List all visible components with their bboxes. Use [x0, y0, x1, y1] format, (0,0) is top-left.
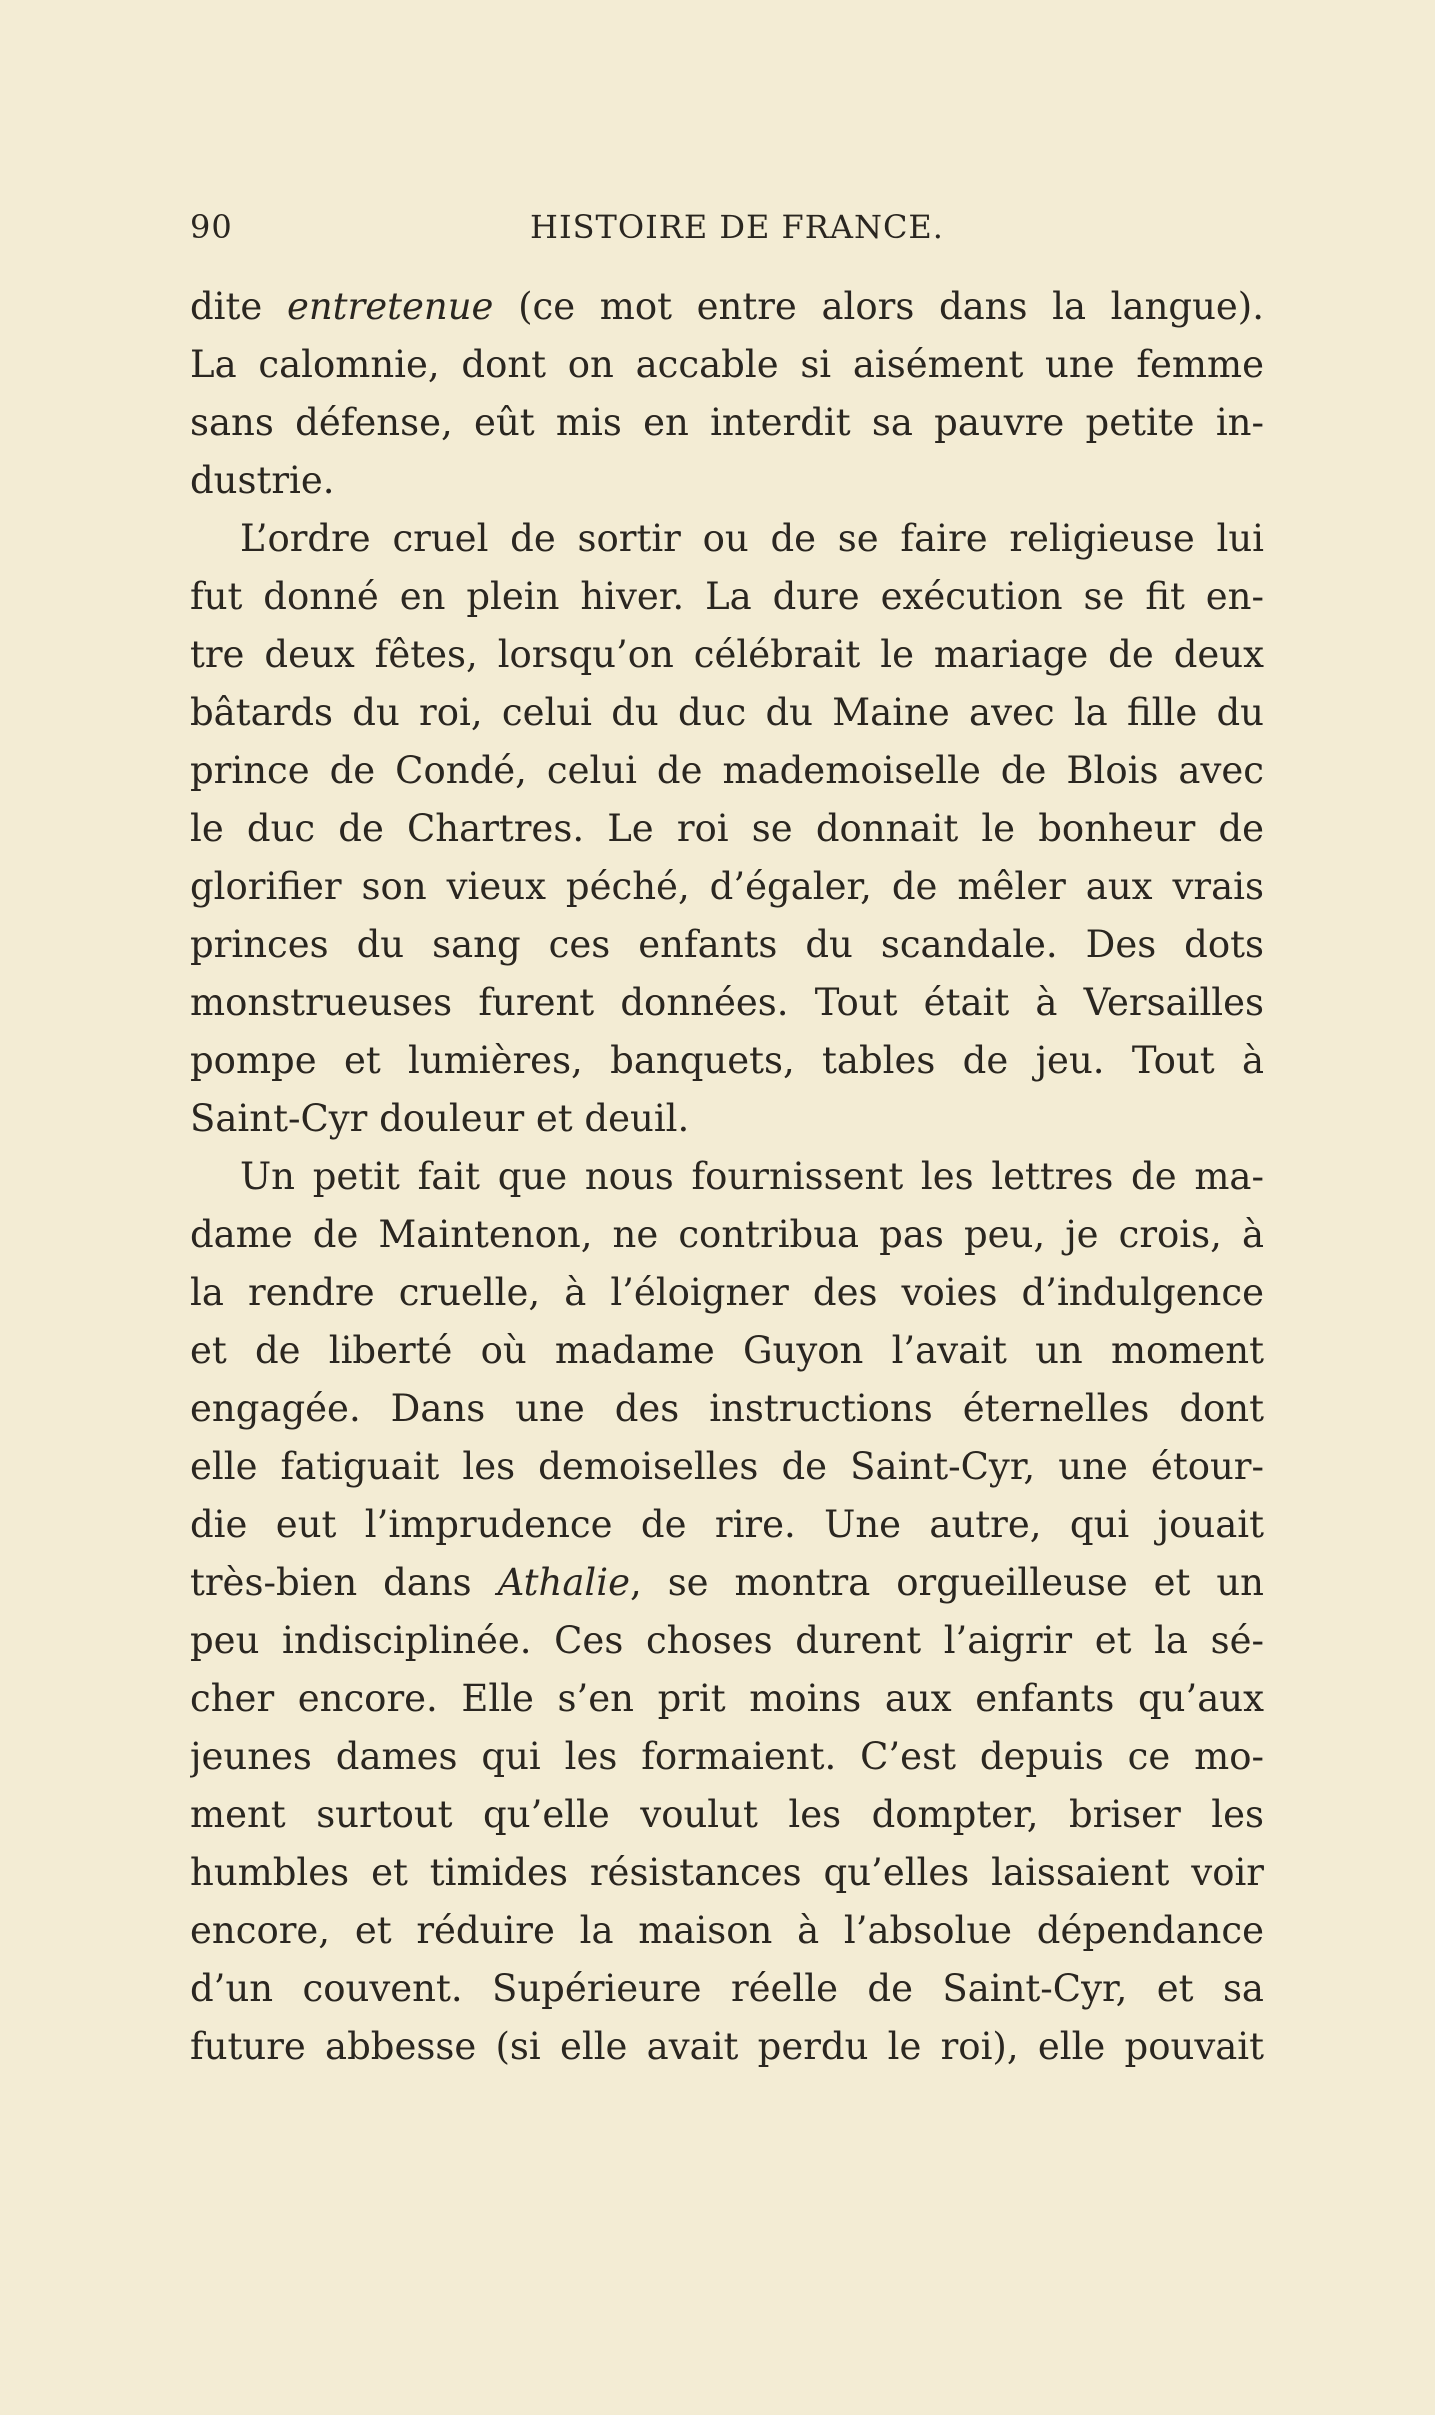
text-line: Un petit fait que nous fournissent les lettres de ma-	[240, 1155, 1264, 1198]
text-line: Saint-Cyr douleur et deuil.	[190, 1097, 690, 1140]
text-line: tre deux fêtes, lorsqu’on célébrait le mariage de deux	[190, 633, 1264, 676]
text-line: ment surtout qu’elle voulut les dompter, briser les	[190, 1793, 1264, 1836]
text-line: peu indisciplinée. Ces choses durent l’aigrir et la sé-	[190, 1619, 1264, 1662]
text-line: d’un couvent. Supérieure réelle de Saint-Cyr, et sa	[190, 1967, 1264, 2010]
text-line: dame de Maintenon, ne contribua pas peu, je crois, à	[190, 1213, 1264, 1256]
page-number: 90	[190, 208, 233, 246]
text-line: très-bien dans Athalie, se montra orgueilleuse et un	[190, 1561, 1264, 1604]
text-line: jeunes dames qui les formaient. C’est depuis ce mo-	[190, 1735, 1264, 1778]
text-line: prince de Condé, celui de mademoiselle de Blois avec	[190, 749, 1264, 792]
text-line: elle fatiguait les demoiselles de Saint-Cyr, une étour-	[190, 1445, 1264, 1488]
text-line: future abbesse (si elle avait perdu le roi), elle pouvait	[190, 2025, 1264, 2068]
text-line: encore, et réduire la maison à l’absolue dépendance	[190, 1909, 1264, 1952]
text-line: le duc de Chartres. Le roi se donnait le bonheur de	[190, 807, 1264, 850]
text-line: dite entretenue (ce mot entre alors dans la langue).	[190, 285, 1264, 328]
text-line: L’ordre cruel de sortir ou de se faire religieuse lui	[240, 517, 1264, 560]
text-line: fut donné en plein hiver. La dure exécution se fit en-	[190, 575, 1264, 618]
text-line: bâtards du roi, celui du duc du Maine avec la fille du	[190, 691, 1264, 734]
running-title: HISTOIRE DE FRANCE.	[530, 208, 944, 246]
text-line: sans défense, eût mis en interdit sa pauvre petite in-	[190, 401, 1264, 444]
body-text	[190, 278, 1264, 2076]
text-line: glorifier son vieux péché, d’égaler, de mêler aux vrais	[190, 865, 1264, 908]
text-line: La calomnie, dont on accable si aisément une femme	[190, 343, 1264, 386]
text-line: engagée. Dans une des instructions éternelles dont	[190, 1387, 1264, 1430]
text-line: pompe et lumières, banquets, tables de jeu. Tout à	[190, 1039, 1264, 1082]
text-line: dustrie.	[190, 459, 335, 502]
text-line: cher encore. Elle s’en prit moins aux enfants qu’aux	[190, 1677, 1264, 1720]
text-line: monstrueuses furent données. Tout était à Versailles	[190, 981, 1264, 1024]
text-line: humbles et timides résistances qu’elles laissaient voir	[190, 1851, 1264, 1894]
running-header	[190, 208, 1264, 258]
text-line: et de liberté où madame Guyon l’avait un moment	[190, 1329, 1264, 1372]
text-line: princes du sang ces enfants du scandale. Des dots	[190, 923, 1264, 966]
text-line: la rendre cruelle, à l’éloigner des voies d’indulgence	[190, 1271, 1264, 1314]
text-line: die eut l’imprudence de rire. Une autre, qui jouait	[190, 1503, 1264, 1546]
